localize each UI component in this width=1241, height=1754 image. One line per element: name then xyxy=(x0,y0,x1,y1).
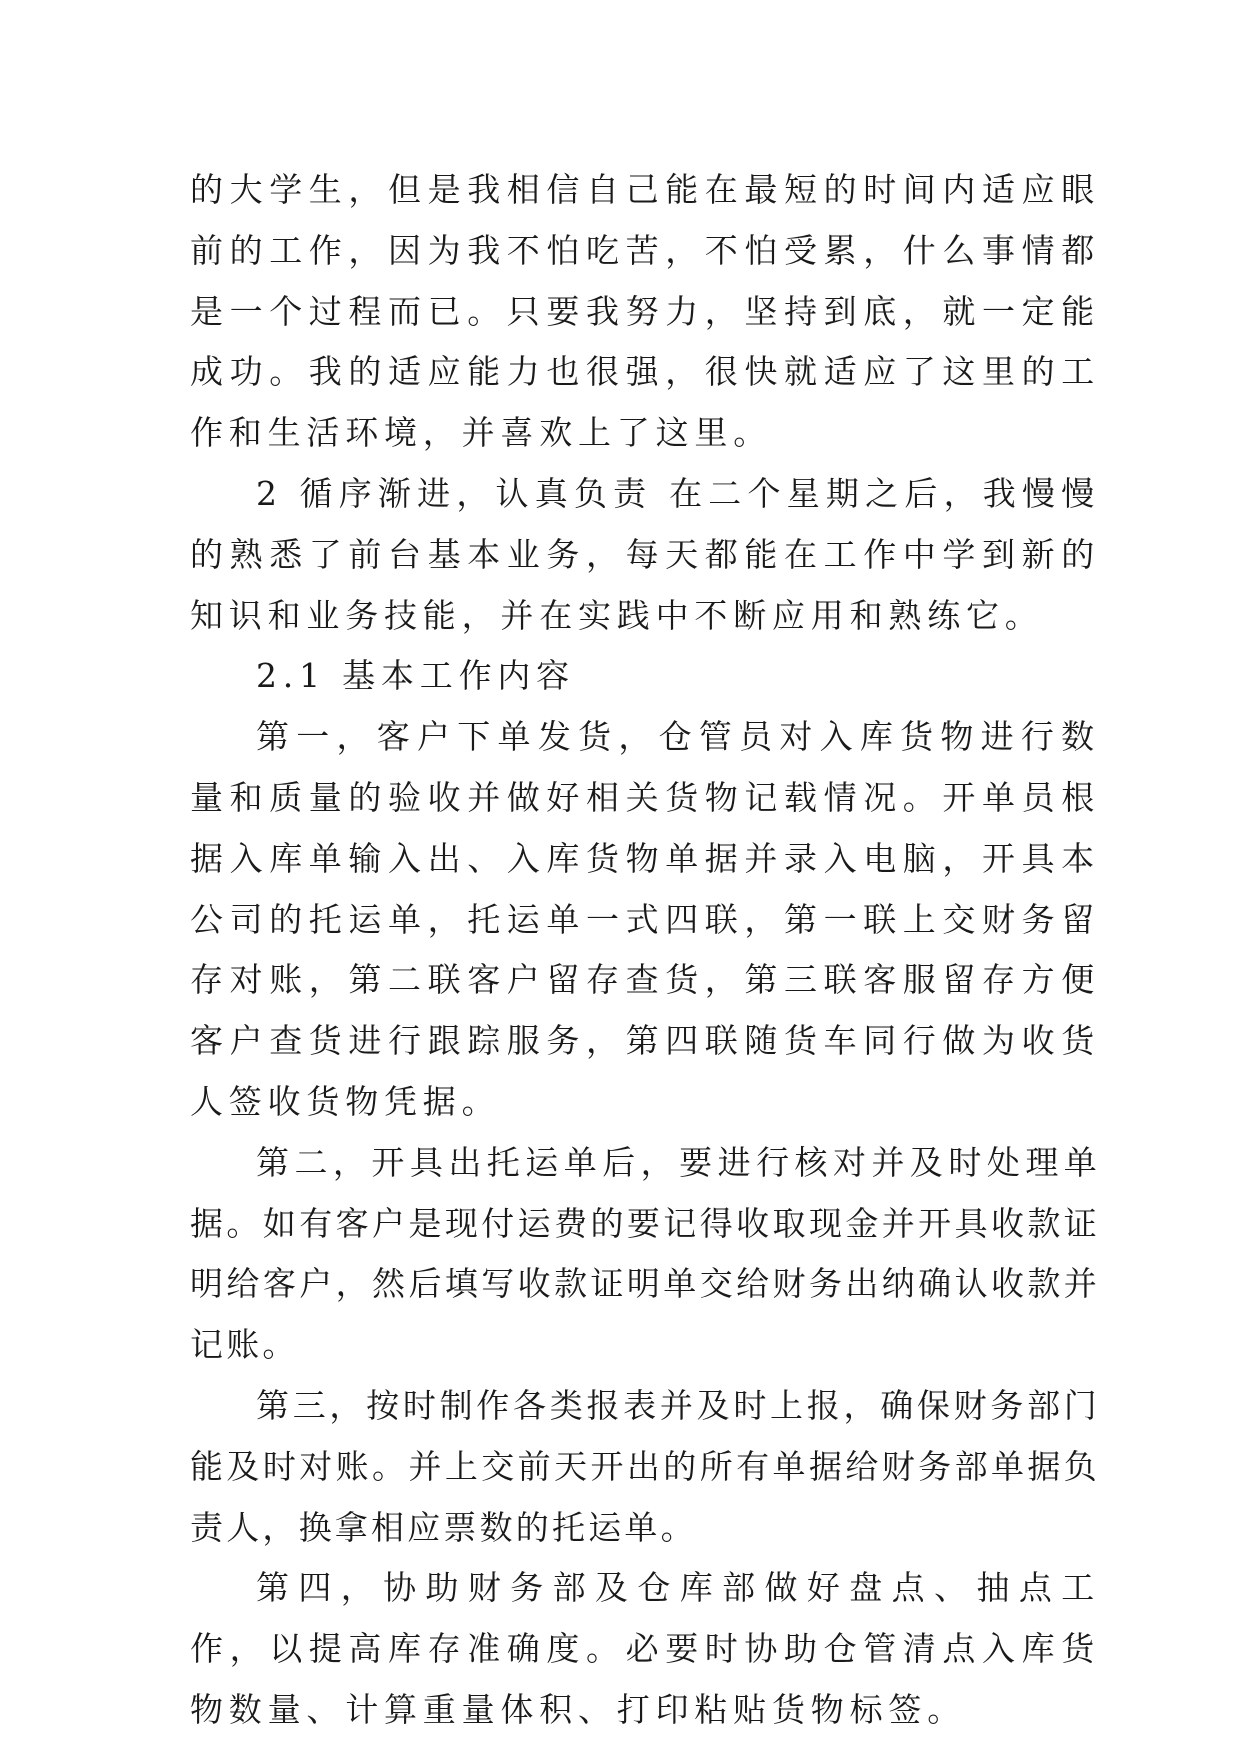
paragraph-second: 第二，开具出托运单后，要进行核对并及时处理单据。如有客户是现付运费的要记得收取现金并开具收款证明给客户，然后填写收款证明单交给财务出纳确认收款并记账。 xyxy=(190,1142,1100,1365)
document-body xyxy=(190,160,1100,1741)
paragraph-continuation: 的大学生，但是我相信自己能在最短的时间内适应眼前的工作，因为我不怕吃苦，不怕受累，什么事情都是一个过程而已。只要我努力，坚持到底，就一定能成功。我的适应能力也很强，很快就适应了这里的工作和生活环境，并喜欢上了这里。 xyxy=(190,170,1100,453)
paragraph-third: 第三，按时制作各类报表并及时上报，确保财务部门能及时对账。并上交前天开出的所有单据给财务部单据负责人，换拿相应票数的托运单。 xyxy=(190,1385,1100,1547)
paragraph-first: 第一，客户下单发货，仓管员对入库货物进行数量和质量的验收并做好相关货物记载情况。开单员根据入库单输入出、入库货物单据并录入电脑，开具本公司的托运单，托运单一式四联，第一联上交财务留存对账，第二联客户留存查货，第三联客服留存方便客户查货进行跟踪服务，第四联随货车同行做为收货人签收货物凭据。 xyxy=(190,717,1100,1121)
subheading-2-1: 2.1 基本工作内容 xyxy=(256,656,575,696)
paragraph-section-2: 2 循序渐进，认真负责 在二个星期之后，我慢慢的熟悉了前台基本业务，每天都能在工作中学到新的知识和业务技能，并在实践中不断应用和熟练它。 xyxy=(190,473,1100,635)
paragraph-fourth: 第四，协助财务部及仓库部做好盘点、抽点工作，以提高库存准确度。必要时协助仓管清点入库货物数量、计算重量体积、打印粘贴货物标签。 xyxy=(190,1568,1100,1729)
